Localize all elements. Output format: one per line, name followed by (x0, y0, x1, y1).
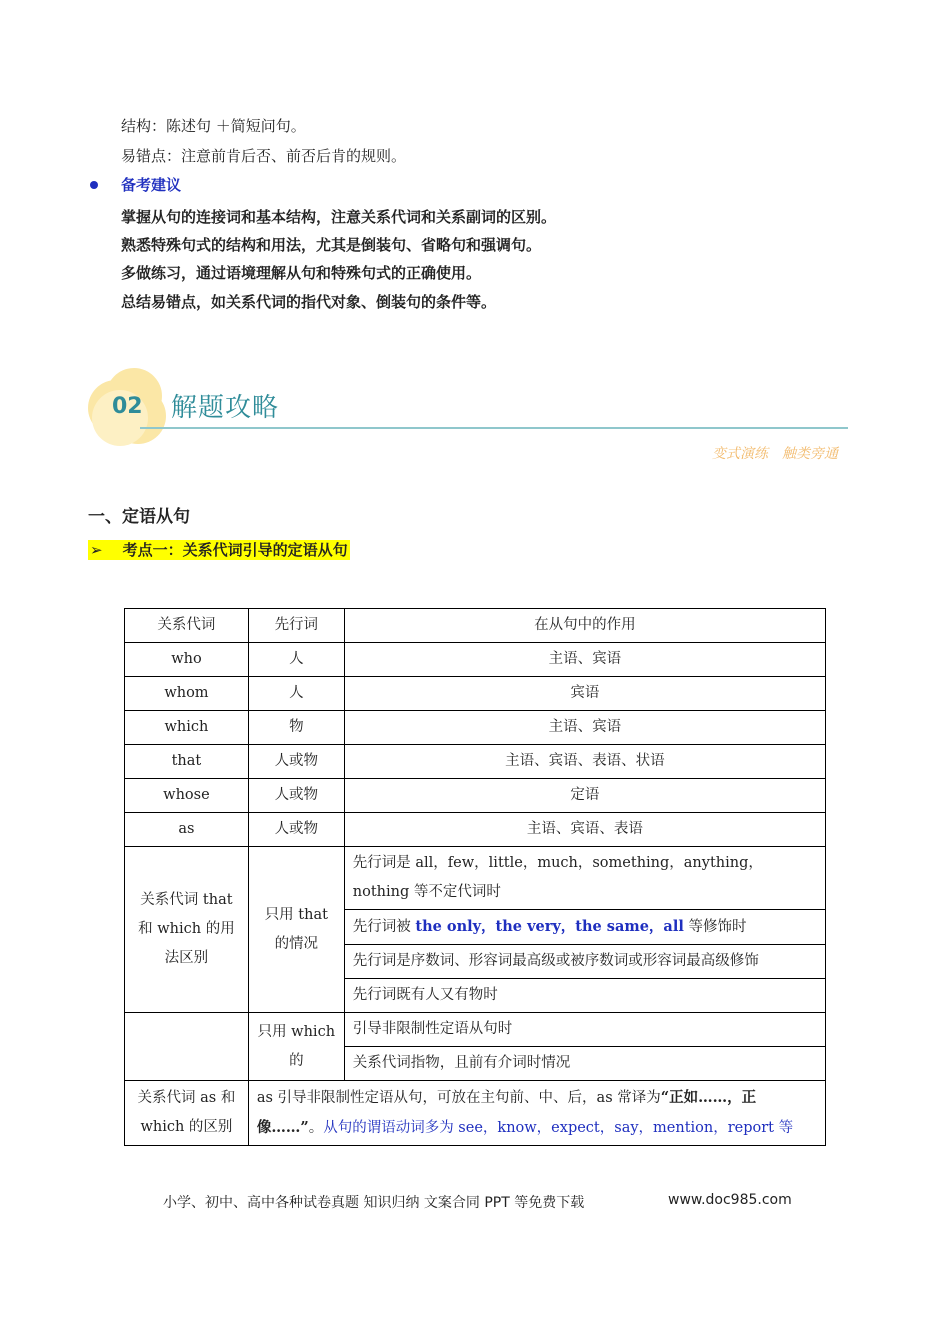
advice-item: 熟悉特殊句式的结构和用法，尤其是倒装句、省略句和强调句。 (121, 236, 542, 254)
advice-item: 掌握从句的连接词和基本结构，注意关系代词和关系副词的区别。 (121, 208, 557, 226)
function-cell: 定语 (344, 779, 825, 813)
banner-subtitle: 变式演练 触类旁通 (712, 446, 838, 462)
header-cell: 先行词 (248, 609, 344, 643)
point-heading (88, 539, 350, 560)
relative-pronoun-table (124, 608, 826, 1146)
as-which-label-cell: 关系代词 as 和 which 的区别 (125, 1081, 249, 1146)
which-case-cell: 引导非限制性定语从句时 (344, 1013, 825, 1047)
antecedent-cell: 物 (248, 711, 344, 745)
pronoun-cell: which (125, 711, 249, 745)
advice-item: 总结易错点，如关系代词的指代对象、倒装句的条件等。 (121, 293, 497, 311)
empty-cell (125, 1013, 249, 1081)
banner-badge (88, 368, 168, 448)
header-cell: 在从句中的作用 (344, 609, 825, 643)
only-that-cell: 只用 that 的情况 (248, 847, 344, 1013)
table-row (125, 847, 826, 910)
table-header-row (125, 609, 826, 643)
pronoun-cell: who (125, 643, 249, 677)
table-row (125, 643, 826, 677)
pronoun-cell: whose (125, 779, 249, 813)
modifier-words: the only，the very，the same，all (415, 918, 684, 935)
table-row (125, 1013, 826, 1047)
only-which-cell: 只用 which 的 (248, 1013, 344, 1081)
banner-title: 解题攻略 (171, 393, 280, 423)
antecedent-cell: 人或物 (248, 779, 344, 813)
pronoun-cell: as (125, 813, 249, 847)
structure-line: 结构：陈述句 ＋简短问句。 (121, 117, 306, 135)
banner-rule (140, 427, 848, 429)
that-case-cell: 先行词是 all，few，little，much，something，anything，nothing 等不定代词时 (344, 847, 825, 910)
function-cell: 主语、宾语 (344, 711, 825, 745)
advice-heading: 备考建议 (121, 176, 182, 194)
error-point-line: 易错点：注意前肯后否、前否后肯的规则。 (121, 147, 407, 165)
section-title: 一、定语从句 (88, 507, 190, 527)
footer-text: 小学、初中、高中各种试卷真题 知识归纳 文案合同 PPT 等免费下载 (163, 1195, 585, 1211)
table-row (125, 779, 826, 813)
footer-url[interactable]: www.doc985.com (668, 1192, 792, 1208)
point-title: 考点一：关系代词引导的定语从句 (105, 540, 350, 560)
bullet-dot-icon (90, 181, 98, 189)
antecedent-cell: 人 (248, 643, 344, 677)
pronoun-cell: that (125, 745, 249, 779)
that-case-cell: 先行词是序数词、形容词最高级或被序数词或形容词最高级修饰 (344, 945, 825, 979)
antecedent-cell: 人 (248, 677, 344, 711)
antecedent-cell: 人或物 (248, 813, 344, 847)
function-cell: 主语、宾语 (344, 643, 825, 677)
as-which-text-cell: as 引导非限制性定语从句，可放在主句前、中、后，as 常译为“正如……，正像……”。从句的谓语动词多为 see，know，expect，say，mention，report 等 (248, 1081, 825, 1146)
function-cell: 宾语 (344, 677, 825, 711)
table-row (125, 813, 826, 847)
table-row (125, 745, 826, 779)
that-case-cell: 先行词被 the only，the very，the same，all 等修饰时 (344, 910, 825, 945)
table-row (125, 711, 826, 745)
pronoun-cell: whom (125, 677, 249, 711)
that-which-label-cell: 关系代词 that 和 which 的用法区别 (125, 847, 249, 1013)
which-case-cell: 关系代词指物，且前有介词时情况 (344, 1047, 825, 1081)
banner-number: 02 (112, 394, 143, 419)
table-row (125, 677, 826, 711)
function-cell: 主语、宾语、表语 (344, 813, 825, 847)
header-cell: 关系代词 (125, 609, 249, 643)
advice-item: 多做练习，通过语境理解从句和特殊句式的正确使用。 (121, 264, 482, 282)
function-cell: 主语、宾语、表语、状语 (344, 745, 825, 779)
that-case-cell: 先行词既有人又有物时 (344, 979, 825, 1013)
arrow-icon: ➢ (90, 541, 103, 559)
antecedent-cell: 人或物 (248, 745, 344, 779)
table-row (125, 1081, 826, 1146)
